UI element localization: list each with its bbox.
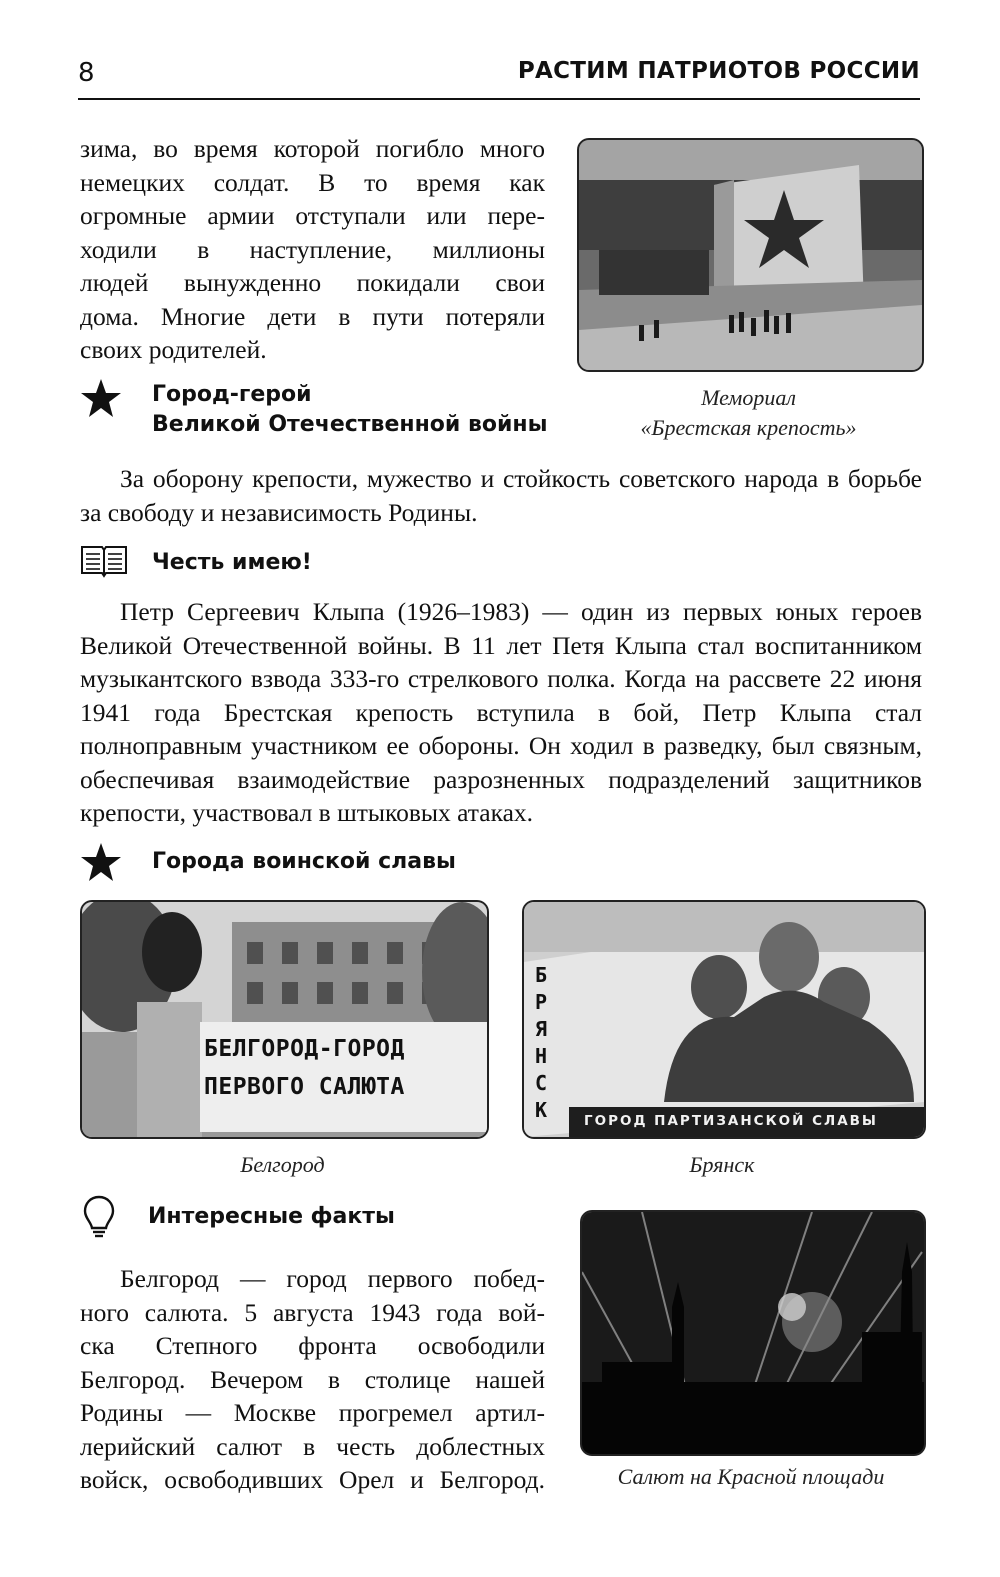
sign-line: ПЕРВОГО САЛЮТА <box>204 1074 405 1100</box>
section-title-facts: Интересные факты <box>148 1204 395 1229</box>
text-line: ного салюта. 5 августа 1943 года вой- <box>80 1297 545 1327</box>
section-title-honor: Честь имею! <box>152 550 312 575</box>
bryansk-banner-text: ГОРОД ПАРТИЗАНСКОЙ СЛАВЫ <box>584 1113 878 1129</box>
text-line: Белгород — город первого побед- <box>120 1264 545 1293</box>
section-title-military-glory: Города воинской славы <box>152 849 456 874</box>
hero-city-paragraph: За оборону крепости, мужество и стойкость советского народа в борьбе за свободу и независимость Родины. <box>80 464 922 527</box>
text-line: огромные армии отступали или пере- <box>80 201 545 230</box>
section-title-line: Великой Отечественной войны <box>152 412 548 437</box>
section-title-hero-city <box>152 380 548 440</box>
photo-belgorod <box>80 900 489 1139</box>
sign-line: БЕЛГОРОД-ГОРОД <box>204 1036 405 1062</box>
photo-brest-memorial <box>577 138 924 372</box>
intro-paragraph <box>80 132 545 367</box>
text-line: ходили в наступление, миллионы <box>80 234 545 264</box>
star-icon <box>80 842 122 882</box>
belgorod-sign <box>204 1030 484 1106</box>
caption-belgorod: Белгород <box>240 1152 325 1177</box>
text-line: Родины — Москве прогремел артил- <box>80 1398 545 1427</box>
open-book-icon <box>80 543 128 579</box>
facts-paragraph <box>80 1262 545 1497</box>
text-line: ска Степного фронта освободили <box>80 1331 545 1360</box>
star-icon <box>80 378 122 418</box>
running-title: РАСТИМ ПАТРИОТОВ РОССИИ <box>517 58 920 84</box>
text-line: немецких солдат. В то время как <box>80 167 545 197</box>
text-line: своих родителей. <box>80 335 267 364</box>
text-line: лерийский салют в честь доблестных <box>80 1431 545 1461</box>
text-line: людей вынужденно покидали свои <box>80 268 545 297</box>
photo-red-square-salute <box>580 1210 926 1456</box>
lightbulb-icon <box>82 1195 116 1239</box>
text-line: Белгород. Вечером в столице нашей <box>80 1364 545 1394</box>
bryansk-vertical-sign: БРЯНСК <box>534 963 548 1122</box>
honor-paragraph: Петр Сергеевич Клыпа (1926–1983) — один из первых юных героев Великой Отечественной войны. В 11 лет Петя Клыпа стал воспитанником музыкантского взвода 333-го стрелкового полка. Когда на рассвете 22 июня 1941 года Брестская крепость вступила в бой, Петр Клыпа стал полноправным участником ее обороны. Он ходил в разведку, был связным, обеспечивая взаимодействие разрозненных подразделений защитников крепости, участвовал в штыковых атаках. <box>80 597 922 827</box>
caption-line: «Брестская крепость» <box>640 415 857 440</box>
text-line: войск, освободивших Орел и Белгород. <box>80 1465 545 1494</box>
page-number: 8 <box>78 58 95 88</box>
caption-salute: Салют на Красной площади <box>617 1464 885 1489</box>
header-rule <box>78 98 920 100</box>
caption-brest-memorial <box>577 383 920 443</box>
caption-line: Мемориал <box>701 385 796 410</box>
section-title-line: Город-герой <box>152 382 312 407</box>
text-line: зима, во время которой погибло много <box>80 134 545 163</box>
photo-bryansk <box>522 900 926 1139</box>
caption-bryansk: Брянск <box>689 1152 755 1177</box>
text-line: дома. Многие дети в пути потеряли <box>80 301 545 331</box>
